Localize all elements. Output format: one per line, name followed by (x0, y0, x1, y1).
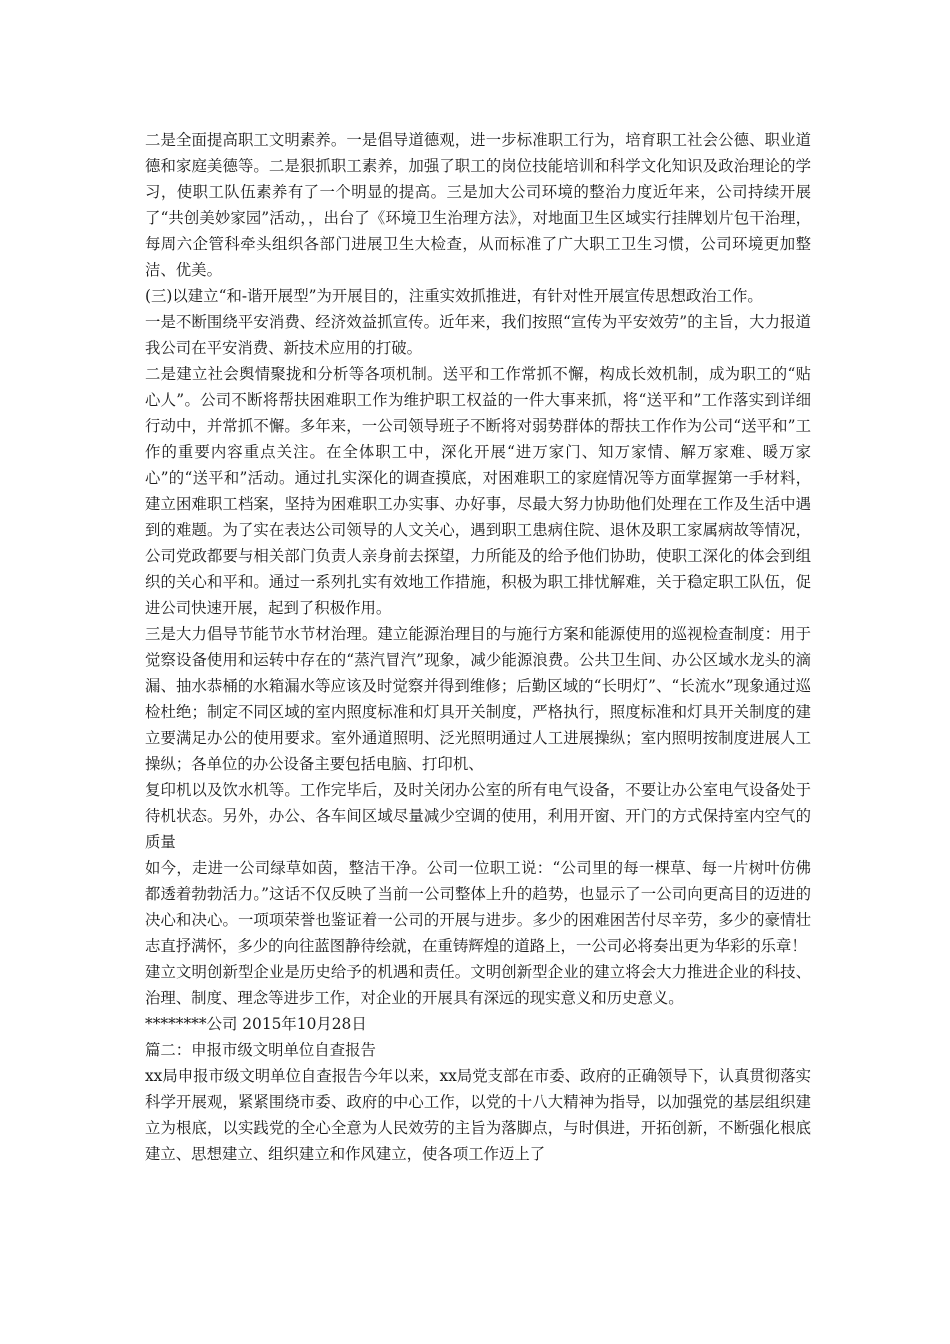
paragraph-self-report: xx局申报市级文明单位自查报告今年以来，xx局党支部在市委、政府的正确领导下，认真贯彻落实科学开展观，紧紧围绕市委、政府的中心工作，以党的十八大精神为指导，以加强党的基层组织建立为根底，以实践党的全心全意为人民效劳的主旨为落脚点，与时俱进，开拓创新，不断强化根底建立、思想建立、组织建立和作风建立，使各项工作迈上了 (145, 1067, 811, 1163)
paragraph-section-three-heading: (三)以建立“和-谐开展型”为开展目的，注重实效抓推进，有针对性开展宣传思想政治工作。 (145, 287, 763, 305)
paragraph-conclusion: 建立文明创新型企业是历史给予的机遇和责任。文明创新型企业的建立将会大力推进企业的科技、治理、制度、理念等进步工作，对企业的开展具有深远的现实意义和历史意义。 (145, 963, 811, 1007)
document-body (145, 127, 811, 1167)
paragraph-civility: 二是全面提高职工文明素养。一是倡导道德观，进一步标准职工行为，培育职工社会公德、职业道德和家庭美德等。二是狠抓职工素养，加强了职工的岗位技能培训和科学文化知识及政治理论的学习，使职工队伍素养有了一个明显的提高。三是加大公司环境的整治力度近年来，公司持续开展了“共创美妙家园”活动，，出台了《环境卫生治理方法》，对地面卫生区域实行挂牌划片包干治理，每周六企管科牵头组织各部门进展卫生大检查，从而标准了广大职工卫生习惯，公司环境更加整洁、优美。 (145, 131, 811, 279)
section-two-title: 篇二：申报市级文明单位自查报告 (145, 1041, 376, 1059)
paragraph-energy-saving: 三是大力倡导节能节水节材治理。建立能源治理目的与施行方案和能源使用的巡视检查制度：用于觉察设备使用和运转中存在的“蒸汽冒汽”现象，减少能源浪费。公共卫生间、办公区域水龙头的滴漏、抽水恭桶的水箱漏水等应该及时觉察并得到维修；后勤区域的“长明灯”、“长流水”现象通过巡检杜绝；制定不同区域的室内照度标准和灯具开关制度，严格执行，照度标准和灯具开关制度的建立要满足办公的使用要求。室外通道照明、泛光照明通过人工进展操纵；室内照明按制度进展人工操纵；各单位的办公设备主要包括电脑、打印机、 (145, 625, 811, 773)
signature-date: ********公司 2015年10月28日 (145, 1015, 367, 1033)
paragraph-publicity: 一是不断围绕平安消费、经济效益抓宣传。近年来，我们按照“宣传为平安效劳”的主旨，大力报道我公司在平安消费、新技术应用的打破。 (145, 313, 811, 357)
paragraph-equipment: 复印机以及饮水机等。工作完毕后，及时关闭办公室的所有电气设备，不要让办公室电气设备处于待机状态。另外，办公、各车间区域尽量减少空调的使用，利用开窗、开门的方式保持室内空气的质量 (145, 781, 811, 851)
paragraph-nowadays: 如今，走进一公司绿草如茵，整洁干净。公司一位职工说：“公司里的每一棵草、每一片树叶仿佛都透着勃勃活力。”这话不仅反映了当前一公司整体上升的趋势，也显示了一公司向更高目的迈进的决心和决心。一项项荣誉也鉴证着一公司的开展与进步。多少的困难困苦付尽辛劳，多少的豪情壮志直抒满怀，多少的向往蓝图静待绘就，在重铸辉煌的道路上，一公司必将奏出更为华彩的乐章！ (145, 859, 811, 955)
paragraph-sentiment-mechanism: 二是建立社会舆情聚拢和分析等各项机制。送平和工作常抓不懈，构成长效机制，成为职工的“贴心人”。公司不断将帮扶困难职工作为维护职工权益的一件大事来抓，将“送平和”工作落实到详细行动中，并常抓不懈。多年来，一公司领导班子不断将对弱势群体的帮扶工作作为公司“送平和”工作的重要内容重点关注。在全体职工中，深化开展“进万家门、知万家情、解万家难、暖万家心”的“送平和”活动。通过扎实深化的调查摸底，对困难职工的家庭情况等方面掌握第一手材料，建立困难职工档案，坚持为困难职工办实事、办好事，尽最大努力协助他们处理在工作及生活中遇到的难题。为了实在表达公司领导的人文关心，遇到职工患病住院、退休及职工家属病故等情况，公司党政都要与相关部门负责人亲身前去探望，力所能及的给予他们协助，使职工深化的体会到组织的关心和平和。通过一系列扎实有效地工作措施，积极为职工排忧解难，关于稳定职工队伍，促进公司快速开展，起到了积极作用。 (145, 365, 811, 617)
